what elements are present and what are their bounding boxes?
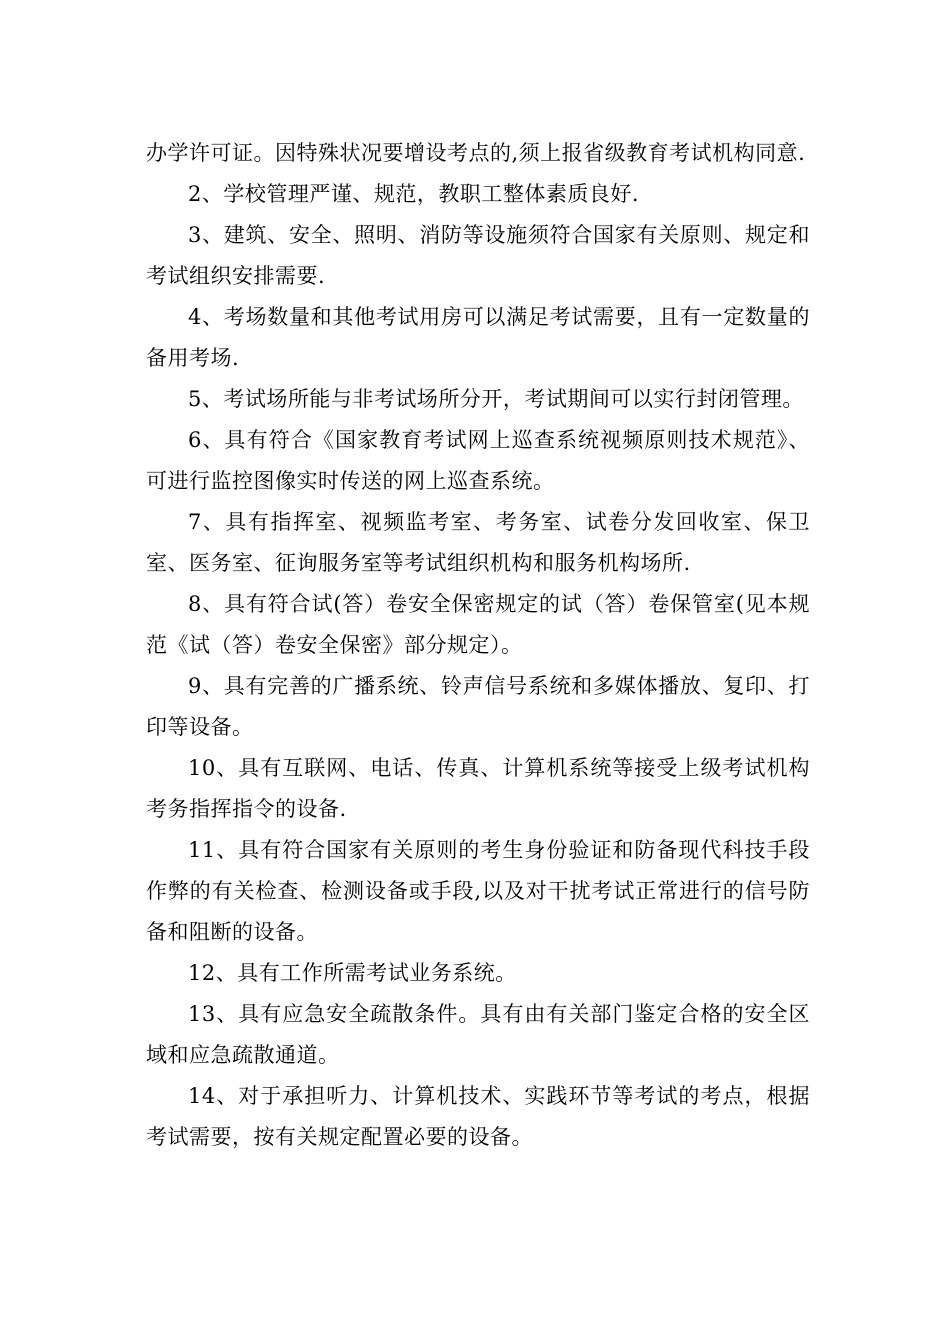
paragraph-item-5: 5、考试场所能与非考试场所分开，考试期间可以实行封闭管理。 [188,387,804,411]
paragraph-item-3: 3、建筑、安全、照明、消防等设施须符合国家有关原则、规定和考试组织安排需要. [146,223,810,288]
paragraph-item-12: 12、具有工作所需考试业务系统。 [188,961,517,985]
paragraph-item-7: 7、具有指挥室、视频监考室、考务室、试卷分发回收室、保卫室、医务室、征询服务室等考试组织机构和服务机构场所. [146,510,810,575]
paragraph-item-2: 2、学校管理严谨、规范，教职工整体素质良好. [188,182,640,206]
paragraph-item-4: 4、考场数量和其他考试用房可以满足考试需要，且有一定数量的备用考场. [146,305,810,370]
paragraph-item-8: 8、具有符合试(答）卷安全保密规定的试（答）卷保管室(见本规范《试（答）卷安全保密》部分规定）。 [146,592,810,657]
paragraph-continuation: 办学许可证。因特殊状况要增设考点的,须上报省级教育考试机构同意. [146,141,806,165]
paragraph-item-10: 10、具有互联网、电话、传真、计算机系统等接受上级考试机构考务指挥指令的设备. [146,756,810,821]
paragraph-item-13: 13、具有应急安全疏散条件。具有由有关部门鉴定合格的安全区域和应急疏散通道。 [146,1002,810,1067]
paragraph-item-14: 14、对于承担听力、计算机技术、实践环节等考试的考点，根据考试需要，按有关规定配置必要的设备。 [146,1084,810,1149]
document-body [146,133,810,1158]
paragraph-item-9: 9、具有完善的广播系统、铃声信号系统和多媒体播放、复印、打印等设备。 [146,674,810,739]
paragraph-item-6: 6、具有符合《国家教育考试网上巡查系统视频原则技术规范》、可进行监控图像实时传送的网上巡查系统。 [146,428,810,493]
paragraph-item-11: 11、具有符合国家有关原则的考生身份验证和防备现代科技手段作弊的有关检查、检测设备或手段,以及对干扰考试正常进行的信号防备和阻断的设备。 [146,838,810,944]
